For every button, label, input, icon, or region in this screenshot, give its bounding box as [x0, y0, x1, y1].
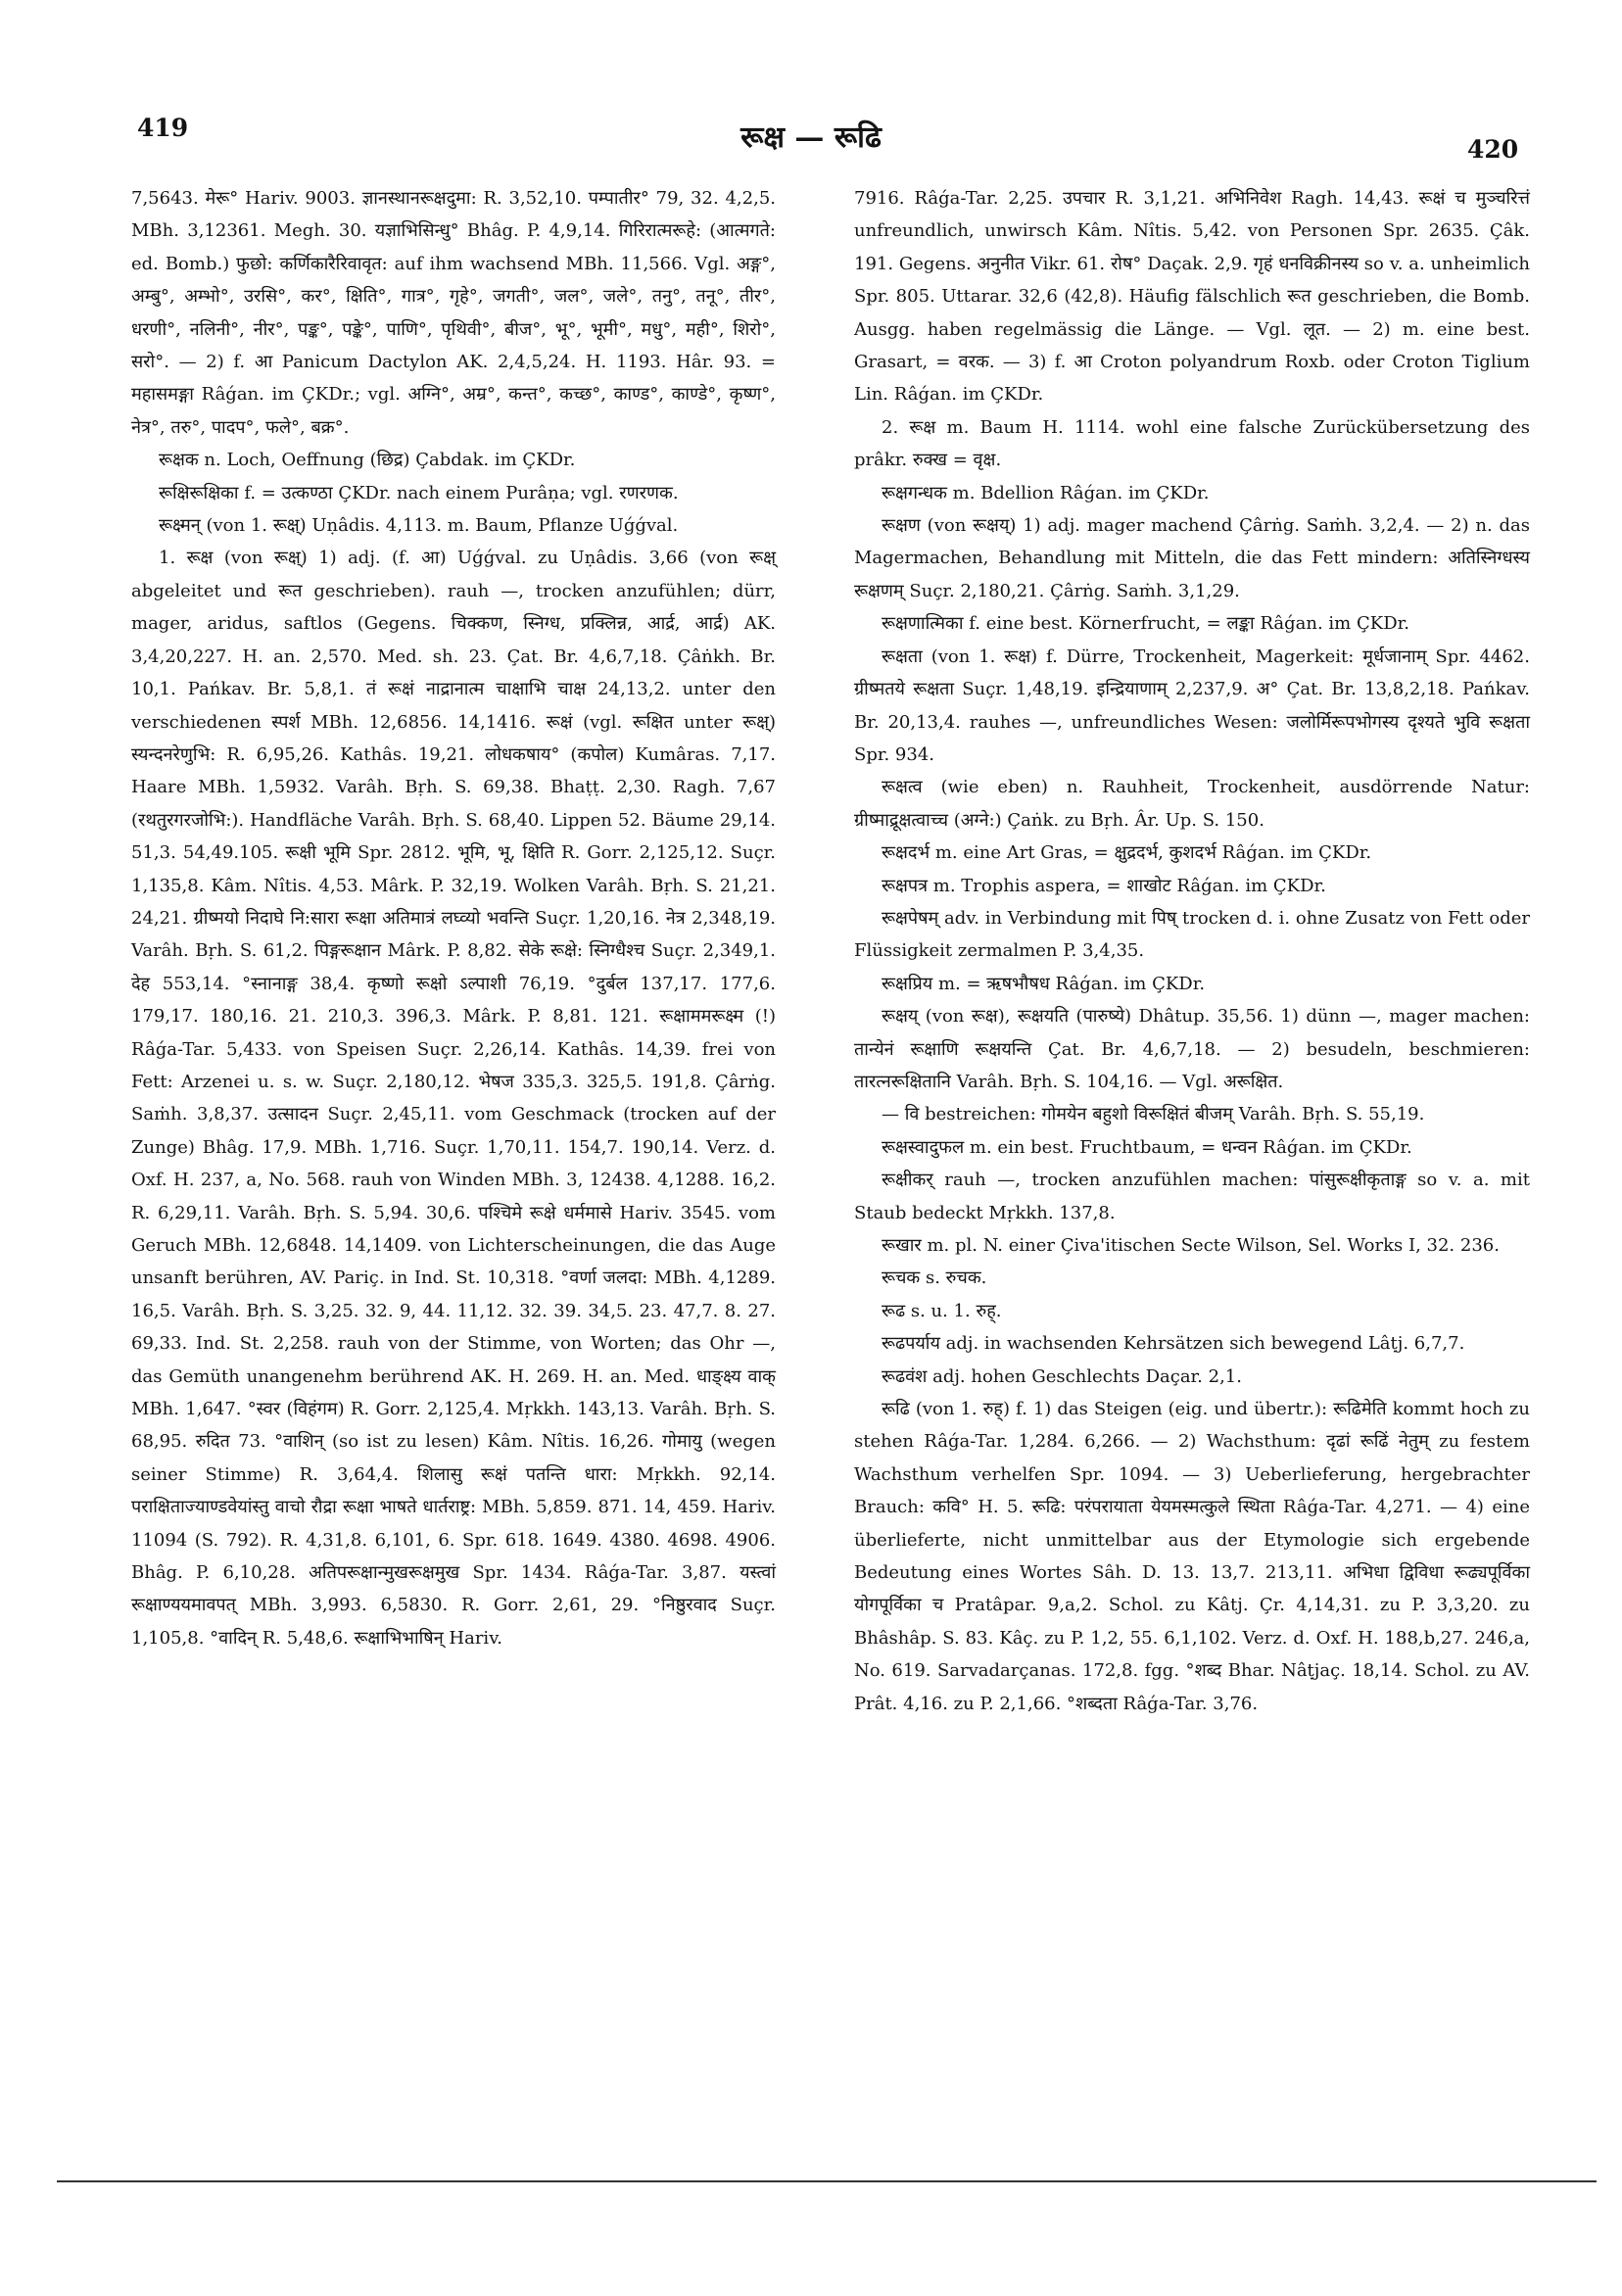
entry-ruksanatmika: रूक्षणात्मिका f. eine best. Körnerfrucht, = लङ्का Râǵan. im ÇKDr. [882, 613, 1409, 635]
entry-ruksikar: रूक्षीकर् rauh —, trocken anzufühlen machen: पांसुरूक्षीकृताङ्ग so v. a. mit Staub bedeckt Mṛkkh. 137,8. [854, 1170, 1530, 1223]
right-page-number: 420 [1467, 135, 1519, 164]
entry-continuation: 7,5643. मेरू° Hariv. 9003. ज्ञानस्थानरूक्षदुमा: R. 3,52,10. पम्पातीर° 79, 32. 4,2,5. MBh. 3,12361. Megh. 30. यज्ञाभिसिन्धु° Bhâg. P. 4,9,14. गिरिरात्मरूहे: (आत्मगते: ed. Bomb.) फुछो: कर्णिकारैरिवावृत: auf ihm wachsend MBh. 11,566. Vgl. अङ्ग°, अम्बु°, अम्भो°, उरसि°, कर°, क्षिति°, गात्र°, गृहे°, जगती°, जल°, जले°, तनु°, तनू°, तीर°, धरणी°, नलिनी°, नीर°, पङ्क°, पङ्के°, पाणि°, पृथिवी°, बीज°, भू°, भूमी°, मधु°, मही°, शिरो°, सरो°. — 2) f. आ Panicum Dactylon AK. 2,4,5,24. H. 1193. Hâr. 93. = महासमङ्गा Râǵan. im ÇKDr.; vgl. अग्नि°, अम्र°, कन्त°, कच्छ°, काण्ड°, काण्डे°, कृष्ण°, नेत्र°, तरु°, पादप°, फले°, बक्र°. [131, 188, 776, 438]
entry-rudhi: रूढि (von 1. रुह्) f. 1) das Steigen (eig. und übertr.): रूढिमेति kommt hoch zu stehen Râǵa-Tar. 1,284. 6,266. — 2) Wachsthum: दृढां रूढिं नेतुम् zu festem Wachsthum verhelfen Spr. 1094. — 3) Ueberlieferung, hergebrachter Brauch: कवि° H. 5. रूढि: परंपरायाता येयमस्मत्कुले स्थिता Râǵa-Tar. 4,271. — 4) eine überlieferte, nicht unmittelbar aus der Etymologie sich ergebende Bedeutung eines Wortes Sâh. D. 13. 13,7. 213,11. अभिधा द्विविधा रूढ्यपूर्विका योगपूर्विका च Pratâpar. 9,a,2. Schol. zu Kâtj. Çr. 4,14,31. zu P. 3,3,20. zu Bhâshâp. S. 83. Kâç. zu P. 1,2, 55. 6,1,102. Verz. d. Oxf. H. 188,b,27. 246,a, No. 619. Sarvadarçanas. 172,8. fgg. °शब्द Bhar. Nâṭjaç. 18,14. Schol. zu AV. Prât. 4,16. zu P. 2,1,66. °शब्दता Râǵa-Tar. 3,76. [854, 1399, 1530, 1714]
entry-ruksata: रूक्षता (von 1. रूक्ष) f. Dürre, Trockenheit, Magerkeit: मूर्धजानाम् Spr. 4462. ग्रीष्मतये रूक्षता Suçr. 1,48,19. इन्द्रियाणाम् 2,237,9. अ° Çat. Br. 13,8,2,18. Pańkav. Br. 20,13,4. rauhes —, unfreundliches Wesen: जलोर्मिरूपभोगस्य दृश्यते भुवि रूक्षता Spr. 934. [854, 646, 1530, 765]
entry-rudhavamsa: रूढवंश adj. hohen Geschlechts Daçar. 2,1. [882, 1365, 1242, 1387]
running-head: रूक्ष — रूढि [740, 120, 882, 155]
entry-rukhara: रूखार m. pl. N. einer Çiva'itischen Secte Wilson, Sel. Works I, 32. 236. [882, 1235, 1500, 1256]
entry-rucaka: रूचक s. रुचक. [882, 1268, 987, 1289]
entry-ruksay-vi: — वि bestreichen: गोमयेन बहुशो विरूक्षितं बीजम् Varâh. Bṛh. S. 55,19. [882, 1104, 1425, 1125]
entry-ruksadarbha: रूक्षदर्भ m. eine Art Gras, = क्षुद्रदर्भ, कुशदर्भ Râǵan. im ÇKDr. [882, 842, 1372, 864]
entry-ruksay: रूक्षय् (von रूक्ष), रूक्षयति (पारुष्ये) Dhâtup. 35,56. 1) dünn —, mager machen: तान्येनं रूक्षाणि रूक्षयन्ति Çat. Br. 4,6,7,18. — 2) besudeln, beschmieren: तारत्नरूक्षितानि Varâh. Bṛh. S. 104,16. — Vgl. अरूक्षित. [854, 1006, 1530, 1092]
entry-ruksapesam: रूक्षपेषम् adv. in Verbindung mit पिष् trocken d. i. ohne Zusatz von Fett oder Flüssigkeit zermalmen P. 3,4,35. [854, 907, 1531, 962]
entry-ruksaka: रूक्षक n. Loch, Oeffnung (छिद्र) Çabdak. im ÇKDr. [159, 450, 576, 471]
entry-ruksa-1: 1. रूक्ष (von रूक्ष्) 1) adj. (f. आ) Uǵǵval. zu Uṇâdis. 3,66 (von रूक्ष् abgeleitet und रूत geschrieben). rauh —, trocken anzufühlen; dürr, mager, aridus, saftlos (Gegens. चिक्कण, स्निग्ध, प्रक्लिन्न, आर्द्र, आर्द्र) AK. 3,4,20,227. H. an. 2,570. Med. sh. 23. Çat. Br. 4,6,7,18. Çâṅkh. Br. 10,1. Pańkav. Br. 5,8,1. तं रूक्षं नाद्रानात्म चाक्षाभि चाक्ष 24,13,2. unter den verschiedenen स्पर्श MBh. 12,6856. 14,1416. रूक्षं (vgl. रूक्षित unter रूक्ष्) स्यन्दनरेणुभि: R. 6,95,26. Kathâs. 19,21. लोधकषाय° (कपोल) Kumâras. 7,17. Haare MBh. 1,5932. Varâh. Bṛh. S. 69,38. Bhaṭṭ. 2,30. Ragh. 7,67 (रथतुरगरजोभि:). Handfläche Varâh. Bṛh. S. 68,40. Lippen 52. Bäume 29,14. 51,3. 54,49.105. रूक्षी भूमि Spr. 2812. भूमि, भू, क्षिति R. Gorr. 2,125,12. Suçr. 1,135,8. Kâm. Nîtis. 4,53. Mârk. P. 32,19. Wolken Varâh. Bṛh. S. 21,21. 24,21. ग्रीष्मयो निदाघे नि:सारा रूक्षा अतिमात्रं लघ्व्यो भवन्ति Suçr. 1,20,16. नेत्र 2,348,19. Varâh. Bṛh. S. 61,2. पिङ्गरूक्षान Mârk. P. 8,82. सेके रूक्षे: स्निग्धैश्च Suçr. 2,349,1. देह 553,14. °स्नानाङ्ग 38,4. कृष्णो रूक्षो ऽल्पाशी 76,19. °दुर्बल 137,17. 177,6. 179,17. 180,16. 21. 210,3. 396,3. Mârk. P. 8,81. 121. रूक्षाममरूक्ष्म (!) Râǵa-Tar. 5,433. von Speisen Suçr. 2,26,14. Kathâs. 14,39. frei von Fett: Arzenei u. s. w. Suçr. 2,180,12. भेषज 335,3. 325,5. 191,8. Çârṅg. Saṁh. 3,8,37. उत्सादन Suçr. 2,45,11. vom Geschmack (trocken auf der Zunge) Bhâg. 17,9. MBh. 1,716. Suçr. 1,70,11. 154,7. 190,14. Verz. d. Oxf. H. 237, a, No. 568. rauh von Winden MBh. 3, 12438. 4,1288. 16,2. R. 6,29,11. Varâh. Bṛh. S. 5,94. 30,6. पश्चिमे रूक्षे धर्ममासे Hariv. 3545. vom Geruch MBh. 12,6848. 14,1409. von Lichterscheinungen, die das Auge unsanft berühren, AV. Pariç. in Ind. St. 10,318. °वर्णा जलदा: MBh. 4,1289. 16,5. Varâh. Bṛh. S. 3,25. 32. 9, 44. 11,12. 32. 39. 34,5. 23. 47,7. 8. 27. 69,33. Ind. St. 2,258. rauh von der Stimme, von Worten; das Ohr —, das Gemüth unangenehm berührend AK. H. 269. H. an. Med. धाङ्क्ष्य वाक् MBh. 1,647. °स्वर (विहंगम) R. Gorr. 2,125,4. Mṛkkh. 143,13. Varâh. Bṛh. S. 68,95. रुदित 73. °वाशिन् (so ist zu lesen) Kâm. Nîtis. 16,26. गोमायु (wegen seiner Stimme) R. 3,64,4. शिलासु रूक्षं पतन्ति धारा: Mṛkkh. 92,14. पराक्षिताज्याण्डवेयांस्तु वाचो रौद्रा रूक्षा भाषते धार्तराष्ट्र: MBh. 5,859. 871. 14, 459. Hariv. 11094 (S. 792). R. 4,31,8. 6,101, 6. Spr. 618. 1649. 4380. 4698. 4906. Bhâg. P. 6,10,28. अतिपरूक्षान्मुखरूक्षमुख Spr. 1434. Râǵa-Tar. 3,87. यस्त्वां रूक्षाण्ययमावपत् MBh. 3,993. 6,5830. R. Gorr. 2,61, 29. °निष्ठुरवाद Suçr. 1,105,8. °वादिन् R. 5,48,6. रूक्षाभिभाषिन् Hariv. [131, 548, 776, 1649]
entry-ruksasvaduphala: रूक्षस्वादुफल m. ein best. Fruchtbaum, = धन्वन Râǵan. im ÇKDr. [882, 1136, 1412, 1158]
entry-ruksapriya: रूक्षप्रिय m. = ऋषभौषध Râǵan. im ÇKDr. [882, 973, 1206, 994]
left-column [131, 182, 776, 1654]
right-column [854, 182, 1530, 1720]
bottom-rule [57, 2180, 1597, 2182]
entry-ruksana: रूक्षण (von रूक्षय्) 1) adj. mager machend Çârṅg. Saṁh. 3,2,4. — 2) n. das Magermachen, Behandlung mit Mitteln, die das Fett mindern: अतिस्निग्धस्य रूक्षणम् Suçr. 2,180,21. Çârṅg. Saṁh. 3,1,29. [854, 515, 1530, 601]
entry-ruksiruksika: रूक्षिरूक्षिका f. = उत्कण्ठा ÇKDr. nach einem Purâṇa; vgl. रणरणक. [159, 482, 679, 503]
entry-ruksa-2: 2. रूक्ष m. Baum H. 1114. wohl eine falsche Zurückübersetzung des prâkr. रुक्ख = वृक्ष. [854, 416, 1530, 471]
entry-ruksman: रूक्ष्मन् (von 1. रूक्ष्) Uṇâdis. 4,113. m. Baum, Pflanze Uǵǵval. [159, 515, 679, 537]
left-page-number: 419 [137, 114, 189, 142]
entry-rudhaparyaya: रूढपर्याय adj. in wachsenden Kehrsätzen sich bewegend Lâṭj. 6,7,7. [882, 1333, 1465, 1355]
entry-ruksapatra: रूक्षपत्र m. Trophis aspera, = शाखोट Râǵan. im ÇKDr. [882, 875, 1326, 896]
entry-ruksagandhaka: रूक्षगन्धक m. Bdellion Râǵan. im ÇKDr. [882, 482, 1210, 503]
entry-ruksatva: रूक्षत्व (wie eben) n. Rauhheit, Trockenheit, ausdörrende Natur: ग्रीष्माद्रूक्षत्वाच्च (अग्ने:) Çaṅk. zu Bṛh. Âr. Up. S. 150. [854, 777, 1530, 831]
entry-rudha: रूढ s. u. 1. रुह्. [882, 1300, 1002, 1321]
entry-continuation-right: 7916. Râǵa-Tar. 2,25. उपचार R. 3,1,21. अभिनिवेश Ragh. 14,43. रूक्षं च मुञ्चरित्तं unfreundlich, unwirsch Kâm. Nîtis. 5,42. von Personen Spr. 2635. Çâk. 191. Gegens. अनुनीत Vikr. 61. रोष° Daçak. 2,9. गृहं धनविक्रीनस्य so v. a. unheimlich Spr. 805. Uttarar. 32,6 (42,8). Häufig fälschlich रूत geschrieben, die Bomb. Ausgg. haben regelmässig die Länge. — Vgl. लूत. — 2) m. eine best. Grasart, = वरक. — 3) f. आ Croton polyandrum Roxb. oder Croton Tiglium Lin. Râǵan. im ÇKDr. [854, 188, 1530, 406]
